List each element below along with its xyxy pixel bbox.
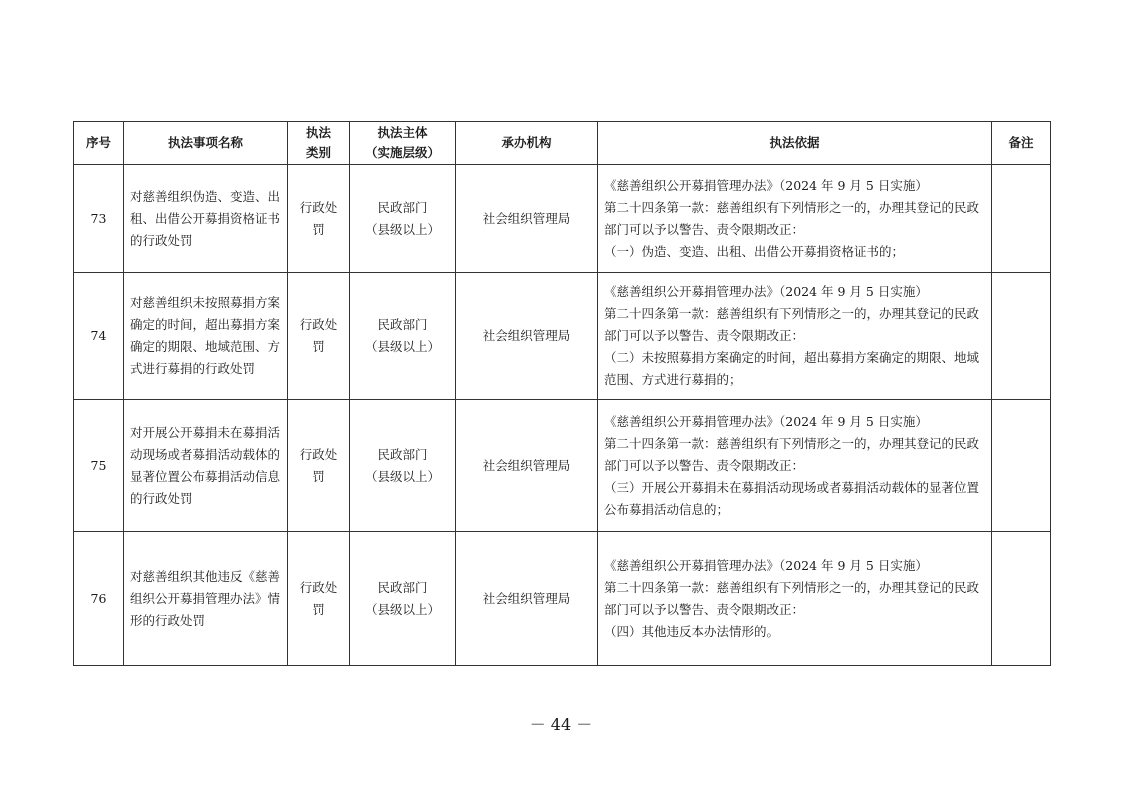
basis-line: 《慈善组织公开募捐管理办法》（2024 年 9 月 5 日实施） <box>604 177 928 193</box>
cell-category: 行政处罚 <box>288 532 350 666</box>
cell-org: 社会组织管理局 <box>456 400 598 532</box>
cell-subject <box>350 532 456 666</box>
cell-remark <box>992 273 1051 400</box>
cell-seq: 74 <box>74 273 124 400</box>
cell-category: 行政处罚 <box>288 165 350 273</box>
header-category-line1: 执法 <box>305 125 331 140</box>
basis-line: 第二十四条第一款：慈善组织有下列情形之一的，办理其登记的民政部门可以予以警告、责令限期改正： <box>604 435 980 473</box>
cell-category: 行政处罚 <box>288 273 350 400</box>
header-basis: 执法依据 <box>598 122 992 165</box>
cell-seq: 73 <box>74 165 124 273</box>
header-subject <box>350 122 456 165</box>
basis-line: 《慈善组织公开募捐管理办法》（2024 年 9 月 5 日实施） <box>604 557 928 573</box>
cell-seq: 76 <box>74 532 124 666</box>
cell-basis <box>598 165 992 273</box>
cell-subject-line1: 民政部门 <box>377 446 428 462</box>
basis-line: （四）其他违反本办法情形的。 <box>604 623 780 639</box>
cell-basis <box>598 532 992 666</box>
cell-subject-line1: 民政部门 <box>377 317 428 332</box>
cell-basis <box>598 400 992 532</box>
basis-line: 第二十四条第一款：慈善组织有下列情形之一的，办理其登记的民政部门可以予以警告、责令限期改正： <box>604 306 980 343</box>
cell-basis <box>598 273 992 400</box>
cell-item-name: 对开展公开募捐未在募捐活动现场或者募捐活动载体的显著位置公布募捐活动信息的行政处罚 <box>124 400 288 532</box>
cell-org: 社会组织管理局 <box>456 532 598 666</box>
cell-subject-line2: （县级以上） <box>364 221 440 237</box>
table-row <box>74 400 1051 532</box>
basis-line: 《慈善组织公开募捐管理办法》（2024 年 9 月 5 日实施） <box>604 413 928 429</box>
header-item-name: 执法事项名称 <box>124 122 288 165</box>
basis-line: （二）未按照募捐方案确定的时间，超出募捐方案确定的期限、地域范围、方式进行募捐的； <box>604 350 980 387</box>
cell-subject-line2: （县级以上） <box>364 339 440 354</box>
cell-subject <box>350 273 456 400</box>
header-org: 承办机构 <box>456 122 598 165</box>
cell-remark <box>992 165 1051 273</box>
header-category-line2: 类别 <box>305 145 331 160</box>
cell-subject-line1: 民政部门 <box>377 199 428 215</box>
basis-line: 第二十四条第一款：慈善组织有下列情形之一的，办理其登记的民政部门可以予以警告、责令限期改正： <box>604 199 980 237</box>
cell-remark <box>992 400 1051 532</box>
cell-subject-line1: 民政部门 <box>377 579 428 595</box>
cell-org: 社会组织管理局 <box>456 273 598 400</box>
table-header-row <box>74 122 1051 165</box>
cell-subject-line2: （县级以上） <box>364 601 440 617</box>
cell-seq: 75 <box>74 400 124 532</box>
cell-subject-line2: （县级以上） <box>364 468 440 484</box>
table-row <box>74 532 1051 666</box>
page-number: － 44 － <box>529 715 593 734</box>
table-row <box>74 273 1051 400</box>
basis-line: （一）伪造、变造、出租、出借公开募捐资格证书的； <box>604 243 905 259</box>
header-remark: 备注 <box>992 122 1051 165</box>
cell-item-name: 对慈善组织未按照募捐方案确定的时间，超出募捐方案确定的期限、地域范围、方式进行募捐的行政处罚 <box>124 273 288 400</box>
enforcement-items-table <box>73 121 1051 666</box>
header-category <box>288 122 350 165</box>
cell-subject <box>350 400 456 532</box>
basis-line: （三）开展公开募捐未在募捐活动现场或者募捐活动载体的显著位置公布募捐活动信息的； <box>604 479 980 517</box>
cell-subject <box>350 165 456 273</box>
table-row <box>74 165 1051 273</box>
basis-line: 《慈善组织公开募捐管理办法》（2024 年 9 月 5 日实施） <box>604 284 928 299</box>
header-subject-line1: 执法主体 <box>377 125 428 140</box>
cell-item-name: 对慈善组织其他违反《慈善组织公开募捐管理办法》情形的行政处罚 <box>124 532 288 666</box>
cell-org: 社会组织管理局 <box>456 165 598 273</box>
cell-remark <box>992 532 1051 666</box>
cell-category: 行政处罚 <box>288 400 350 532</box>
header-subject-line2: （实施层级） <box>364 145 440 160</box>
header-seq: 序号 <box>74 122 124 165</box>
basis-line: 第二十四条第一款：慈善组织有下列情形之一的，办理其登记的民政部门可以予以警告、责令限期改正： <box>604 579 980 617</box>
cell-item-name: 对慈善组织伪造、变造、出租、出借公开募捐资格证书的行政处罚 <box>124 165 288 273</box>
